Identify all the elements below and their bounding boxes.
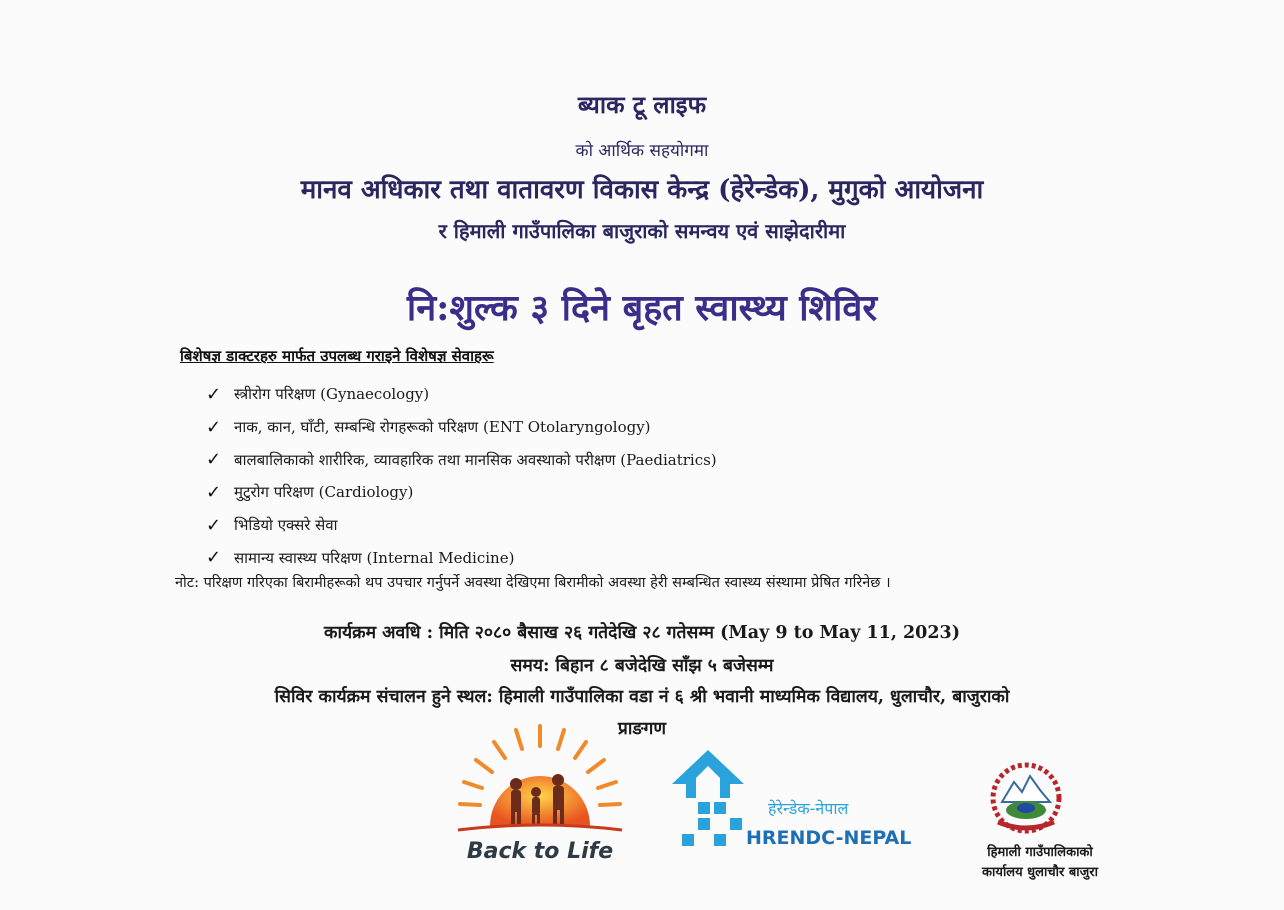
services-heading: बिशेषज्ञ डाक्टरहरु मार्फत उपलब्ध गराइने विशेषज्ञ सेवाहरू <box>180 347 494 365</box>
list-item <box>206 443 717 476</box>
back-to-life-text: Back to Life <box>466 839 614 864</box>
service-label: नाक, कान, घाँटी, सम्बन्धि रोगहरूको परिक्षण (ENT Otolaryngology) <box>234 418 651 437</box>
check-mark-icon: ✓ <box>206 449 222 471</box>
government-emblem <box>988 762 1064 834</box>
house-arrow-logo <box>668 748 912 858</box>
program-venue: सिविर कार्यक्रम संचालन हुने स्थल: हिमाली गाउँपालिका वडा नं ६ श्री भवानी माध्यमिक विद्यालय, धुलाचौर, बाजुराको <box>274 687 1010 707</box>
coordination-line: र हिमाली गाउँपालिका बाजुराको समन्वय एवं साझेदारीमा <box>438 219 846 243</box>
program-duration: कार्यक्रम अवधि : मिति २०८० बैसाख २६ गतेदेखि २८ गतेसम्म (May 9 to May 11, 2023) <box>324 623 960 643</box>
program-venue-continued: प्राङगण <box>617 719 667 739</box>
camp-title: नि:शुल्क ३ दिने बृहत स्वास्थ्य शिविर <box>406 287 878 329</box>
hrendc-logo <box>668 748 912 858</box>
sunrise-children-logo <box>450 722 630 872</box>
support-line: को आर्थिक सहयोगमा <box>575 141 709 161</box>
service-label: सामान्य स्वास्थ्य परिक्षण (Internal Medicine) <box>234 548 515 567</box>
check-mark-icon: ✓ <box>206 547 222 569</box>
government-caption-line1: हिमाली गाउँपालिकाको <box>987 845 1093 860</box>
check-mark-icon: ✓ <box>206 514 222 536</box>
organizer-line: मानव अधिकार तथा वातावरण विकास केन्द्र (हेरेन्डेक), मुगुको आयोजना <box>300 175 984 205</box>
hrendc-latin-text: HRENDC-NEPAL <box>746 827 912 849</box>
nepal-emblem-logo <box>988 762 1064 834</box>
government-caption-line2: कार्यालय धुलाचौर बाजुरा <box>982 865 1098 880</box>
list-item <box>206 509 717 542</box>
program-time: समय: बिहान ८ बजेदेखि साँझ ५ बजेसम्म <box>510 656 774 676</box>
service-label: स्त्रीरोग परिक्षण (Gynaecology) <box>234 385 430 404</box>
service-label: भिडियो एक्सरे सेवा <box>234 516 338 535</box>
list-item <box>206 541 717 574</box>
note-text: नोट: परिक्षण गरिएका बिरामीहरूको थप उपचार गर्नुपर्ने अवस्था देखिएमा बिरामीको अवस्था हेरी सम्बन्धित स्वास्थ्य संस्थामा प्रेषित गरिनेछ । <box>175 575 891 591</box>
list-item <box>206 378 717 411</box>
service-label: बालबालिकाको शारीरिक, व्यावहारिक तथा मानसिक अवस्थाको परीक्षण (Paediatrics) <box>234 450 717 469</box>
services-list <box>206 378 717 574</box>
sponsor-name: ब्याक टू लाइफ <box>577 90 707 119</box>
list-item <box>206 476 717 509</box>
list-item <box>206 411 717 444</box>
back-to-life-logo <box>450 722 630 872</box>
service-label: मुटुरोग परिक्षण (Cardiology) <box>234 483 414 502</box>
check-mark-icon: ✓ <box>206 383 222 405</box>
check-mark-icon: ✓ <box>206 481 222 503</box>
check-mark-icon: ✓ <box>206 416 222 438</box>
hrendc-devanagari-text: हेरेन्डेक-नेपाल <box>768 799 849 818</box>
